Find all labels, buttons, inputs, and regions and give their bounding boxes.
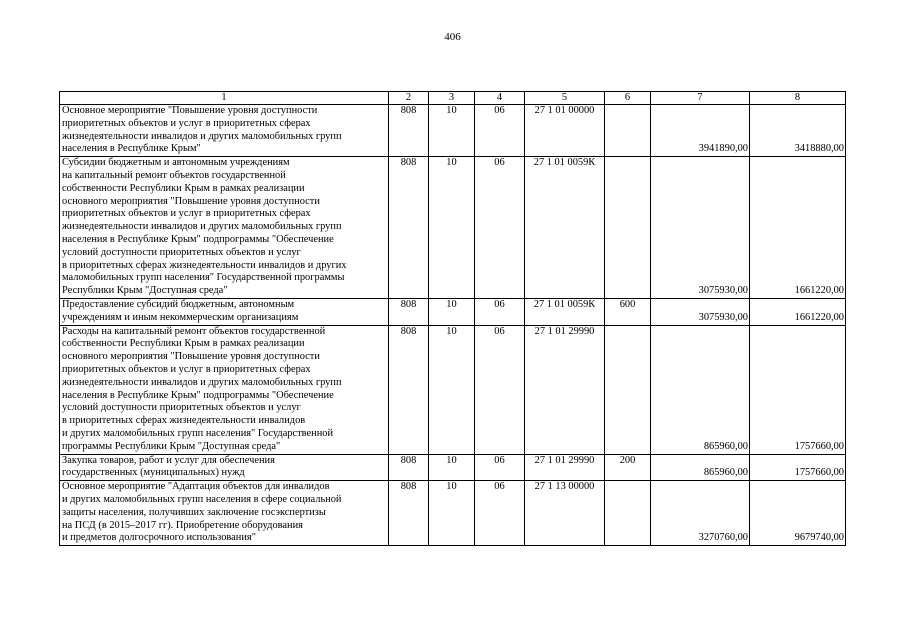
table-row (60, 157, 846, 299)
description-line: приоритетных объектов и услуг в приоритетных сферах (62, 363, 311, 375)
column-header: 3 (429, 92, 475, 105)
admin-code-cell: 808 (389, 157, 429, 299)
column-header: 2 (389, 92, 429, 105)
description-line: жизнедеятельности инвалидов и других маломобильных групп (62, 221, 342, 233)
description-line: в приоритетных сферах жизнедеятельности инвалидов и других (62, 259, 347, 271)
column-header: 7 (651, 92, 750, 105)
row-description (60, 325, 389, 454)
description-line: Субсидии бюджетным и автономным учреждениям (62, 157, 290, 169)
amount-cell: 1757660,00 (750, 454, 846, 481)
target-article-cell: 27 1 01 29990 (525, 454, 605, 481)
admin-code-cell: 808 (389, 325, 429, 454)
description-line: учреждениям и иным некоммерческим организациям (62, 311, 299, 323)
section-cell: 10 (429, 157, 475, 299)
description-line: Основное мероприятие "Повышение уровня доступности (62, 105, 318, 116)
description-line: и других маломобильных групп населения" Государственной (62, 427, 334, 439)
table-row (60, 105, 846, 157)
row-description (60, 454, 389, 481)
column-header: 6 (605, 92, 651, 105)
description-line: жизнедеятельности инвалидов и других маломобильных групп (62, 376, 342, 388)
description-line: основного мероприятия "Повышение уровня доступности (62, 351, 320, 363)
row-description (60, 298, 389, 325)
table-row (60, 325, 846, 454)
subsection-cell: 06 (475, 157, 525, 299)
section-cell: 10 (429, 298, 475, 325)
budget-table (59, 91, 846, 546)
column-header: 1 (60, 92, 389, 105)
section-cell: 10 (429, 325, 475, 454)
admin-code-cell: 808 (389, 454, 429, 481)
description-line: приоритетных объектов и услуг в приоритетных сферах (62, 208, 311, 220)
description-line: населения в Республике Крым" (62, 143, 201, 155)
target-article-cell: 27 1 01 0059К (525, 157, 605, 299)
description-line: населения в Республике Крым" подпрограммы "Обеспечение (62, 389, 334, 401)
amount-cell: 1661220,00 (750, 298, 846, 325)
amount-cell: 1661220,00 (750, 157, 846, 299)
row-description (60, 157, 389, 299)
description-line: Республики Крым "Доступная среда" (62, 285, 228, 297)
column-header: 4 (475, 92, 525, 105)
table-row (60, 298, 846, 325)
description-line: жизнедеятельности инвалидов и других маломобильных групп (62, 130, 342, 142)
description-line: и предметов долгосрочного использования" (62, 532, 256, 544)
admin-code-cell: 808 (389, 481, 429, 546)
amount-cell: 865960,00 (651, 454, 750, 481)
amount-cell: 3941890,00 (651, 105, 750, 157)
column-header: 8 (750, 92, 846, 105)
target-article-cell: 27 1 01 00000 (525, 105, 605, 157)
description-line: Предоставление субсидий бюджетным, автономным (62, 298, 295, 310)
subsection-cell: 06 (475, 298, 525, 325)
page-number: 406 (444, 31, 461, 43)
description-line: собственности Республики Крым в рамках реализации (62, 338, 305, 350)
description-line: Закупка товаров, работ и услуг для обеспечения (62, 454, 275, 466)
expense-type-cell (605, 481, 651, 546)
amount-cell: 3075930,00 (651, 157, 750, 299)
expense-type-cell (605, 105, 651, 157)
amount-cell: 3270760,00 (651, 481, 750, 546)
amount-cell: 3075930,00 (651, 298, 750, 325)
target-article-cell: 27 1 01 0059К (525, 298, 605, 325)
expense-type-cell: 600 (605, 298, 651, 325)
description-line: населения в Республике Крым" подпрограммы "Обеспечение (62, 233, 334, 245)
amount-cell: 865960,00 (651, 325, 750, 454)
description-line: Расходы на капитальный ремонт объектов государственной (62, 325, 326, 337)
target-article-cell: 27 1 01 29990 (525, 325, 605, 454)
description-line: на ПСД (в 2015–2017 гг). Приобретение оборудования (62, 519, 303, 531)
amount-cell: 3418880,00 (750, 105, 846, 157)
admin-code-cell: 808 (389, 105, 429, 157)
description-line: Основное мероприятие "Адаптация объектов для инвалидов (62, 481, 330, 493)
table-header-row (60, 92, 846, 105)
target-article-cell: 27 1 13 00000 (525, 481, 605, 546)
description-line: основного мероприятия "Повышение уровня доступности (62, 195, 320, 207)
description-line: условий доступности приоритетных объектов и услуг (62, 402, 301, 414)
row-description (60, 481, 389, 546)
amount-cell: 1757660,00 (750, 325, 846, 454)
subsection-cell: 06 (475, 454, 525, 481)
description-line: и других маломобильных групп населения в сфере социальной (62, 493, 342, 505)
expense-type-cell (605, 325, 651, 454)
expense-type-cell (605, 157, 651, 299)
amount-cell: 9679740,00 (750, 481, 846, 546)
section-cell: 10 (429, 481, 475, 546)
table-row (60, 454, 846, 481)
description-line: маломобильных групп населения" Государственной программы (62, 272, 345, 284)
description-line: в приоритетных сферах жизнедеятельности инвалидов (62, 415, 306, 427)
section-cell: 10 (429, 454, 475, 481)
subsection-cell: 06 (475, 481, 525, 546)
row-description (60, 105, 389, 157)
description-line: защиты населения, получивших заключение госэкспертизы (62, 506, 326, 518)
description-line: приоритетных объектов и услуг в приоритетных сферах (62, 117, 311, 129)
description-line: программы Республики Крым "Доступная среда" (62, 440, 281, 452)
subsection-cell: 06 (475, 325, 525, 454)
admin-code-cell: 808 (389, 298, 429, 325)
table-row (60, 481, 846, 546)
description-line: на капитальный ремонт объектов государственной (62, 169, 286, 181)
column-header: 5 (525, 92, 605, 105)
description-line: собственности Республики Крым в рамках реализации (62, 182, 305, 194)
description-line: государственных (муниципальных) нужд (62, 467, 245, 479)
subsection-cell: 06 (475, 105, 525, 157)
description-line: условий доступности приоритетных объектов и услуг (62, 246, 301, 258)
expense-type-cell: 200 (605, 454, 651, 481)
section-cell: 10 (429, 105, 475, 157)
